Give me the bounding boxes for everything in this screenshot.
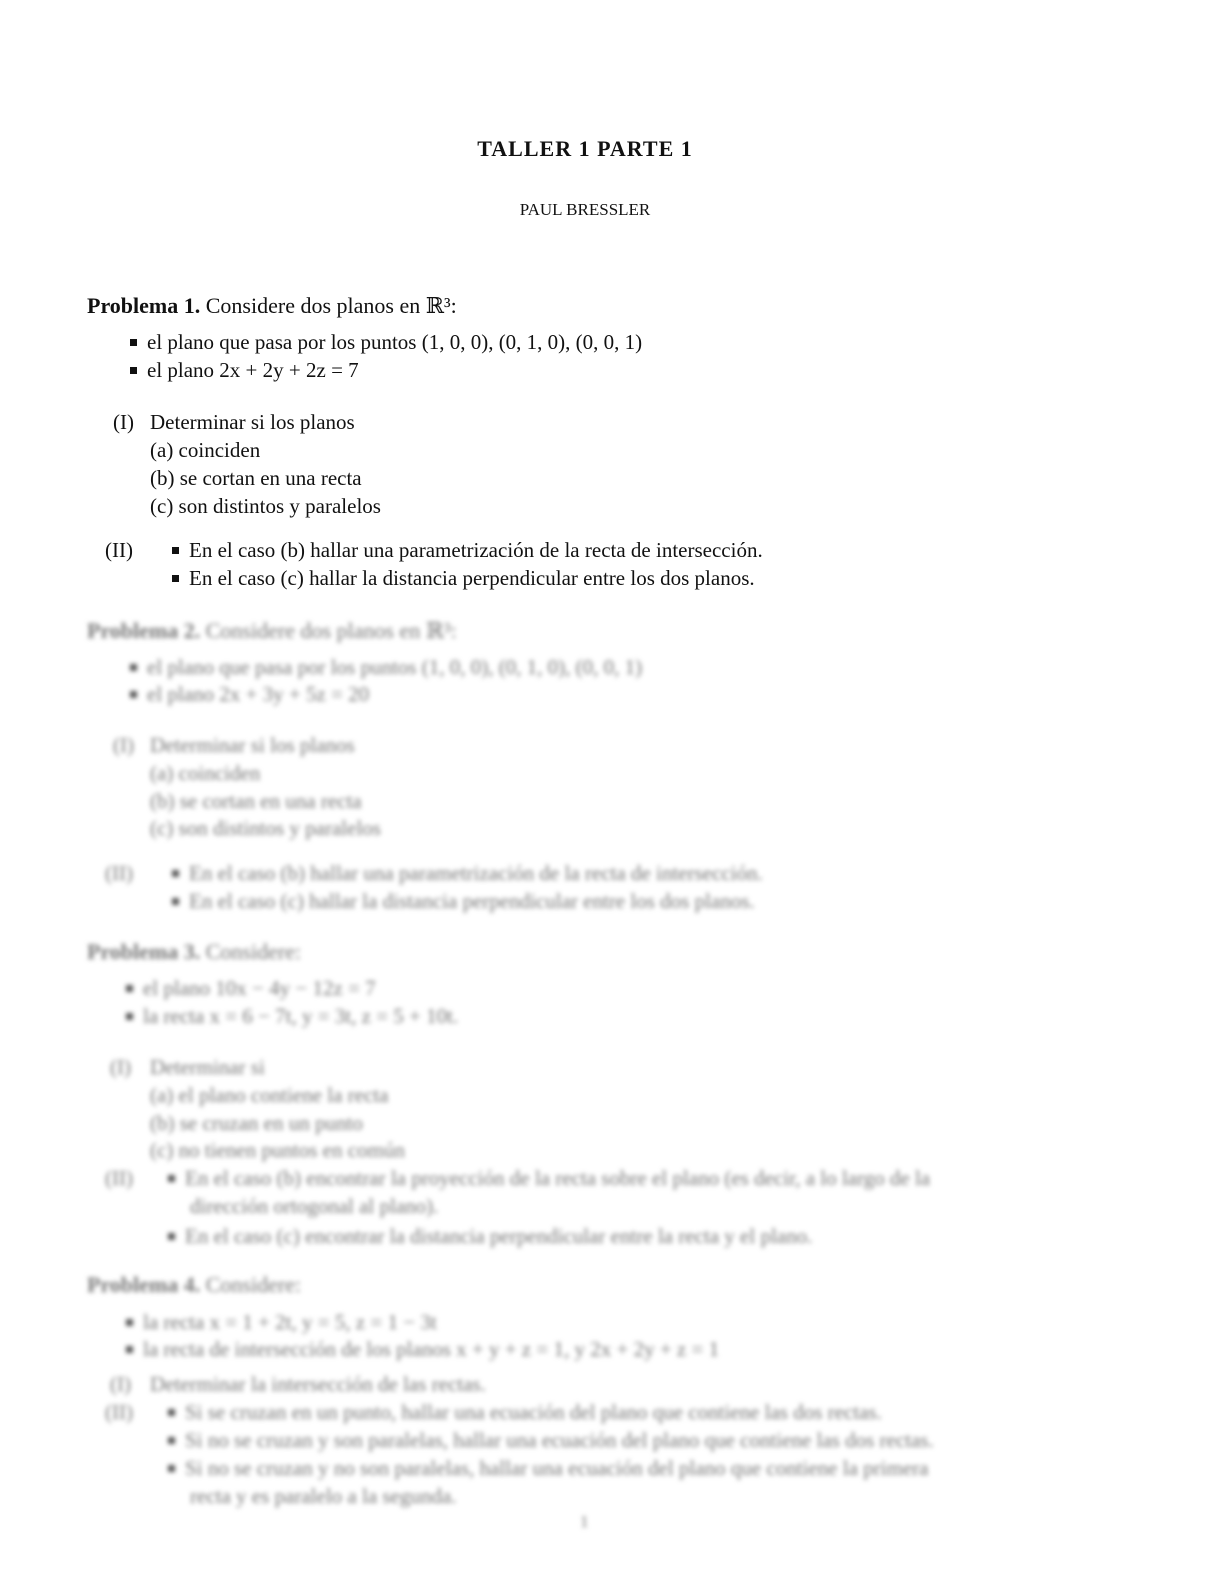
document-title: TALLER 1 PARTE 1 <box>477 136 693 161</box>
list-item: el plano que pasa por los puntos (1, 0, 0), (0, 1, 0), (0, 0, 1) <box>130 330 642 355</box>
list-item: En el caso (c) hallar la distancia perpendicular entre los dos planos. <box>172 889 755 914</box>
list-item: Si se cruzan en un punto, hallar una ecuación del plano que contiene las dos rectas. <box>168 1400 882 1425</box>
option: (a) coinciden <box>150 438 261 462</box>
option: (b) se cortan en una recta <box>150 789 362 813</box>
problem-heading: Problema 1. <box>87 293 201 318</box>
list-item-continued: recta y es paralelo a la segunda. <box>190 1484 457 1508</box>
part-label: (I) <box>113 410 134 434</box>
list-item: En el caso (b) encontrar la proyección de la recta sobre el plano (es decir, a lo largo de la <box>168 1166 930 1191</box>
option: (a) coinciden <box>150 761 261 785</box>
problem-heading: Problema 4. <box>87 1272 201 1297</box>
part-text: Determinar si los planos <box>150 410 355 434</box>
list-item: Si no se cruzan y son paralelas, hallar una ecuación del plano que contiene las dos rectas. <box>168 1428 934 1453</box>
list-item: el plano 10x − 4y − 12z = 7 <box>126 976 376 1001</box>
list-item: el plano que pasa por los puntos (1, 0, 0), (0, 1, 0), (0, 0, 1) <box>130 655 642 680</box>
problem-intro: Considere dos planos en ℝ³: <box>205 293 457 318</box>
list-item: la recta de intersección de los planos x + y + z = 1, y 2x + 2y + z = 1 <box>126 1337 719 1362</box>
part-text: Determinar si los planos <box>150 733 355 757</box>
part-label: (I) <box>113 733 134 757</box>
part-label: (II) <box>105 861 133 885</box>
list-item: En el caso (b) hallar una parametrización de la recta de intersección. <box>172 538 763 563</box>
part-label: (I) <box>110 1055 131 1079</box>
list-item: En el caso (b) hallar una parametrización de la recta de intersección. <box>172 861 763 886</box>
problem-heading: Problema 3. <box>87 939 201 964</box>
list-item: En el caso (c) encontrar la distancia perpendicular entre la recta y el plano. <box>168 1224 812 1249</box>
list-item: la recta x = 1 + 2t, y = 5, z = 1 − 3t <box>126 1310 437 1335</box>
problem-intro: Considere: <box>205 1272 302 1297</box>
problem-intro: Considere: <box>205 939 302 964</box>
list-item: el plano 2x + 2y + 2z = 7 <box>130 358 359 383</box>
problem-intro: Considere dos planos en ℝ³: <box>205 618 457 643</box>
part-text: Determinar la intersección de las rectas. <box>150 1372 486 1396</box>
option: (c) no tienen puntos en común <box>150 1138 405 1162</box>
list-item: la recta x = 6 − 7t, y = 3t, z = 5 + 10t. <box>126 1004 458 1029</box>
option: (a) el plano contiene la recta <box>150 1083 389 1107</box>
list-item-continued: dirección ortogonal al plano). <box>190 1194 439 1218</box>
list-item: En el caso (c) hallar la distancia perpendicular entre los dos planos. <box>172 566 755 591</box>
option: (c) son distintos y paralelos <box>150 816 381 840</box>
part-label: (II) <box>105 1400 133 1424</box>
option: (b) se cruzan en un punto <box>150 1111 363 1135</box>
problem-heading: Problema 2. <box>87 618 201 643</box>
list-item: Si no se cruzan y no son paralelas, hallar una ecuación del plano que contiene la primera <box>168 1456 928 1481</box>
document-author: PAUL BRESSLER <box>519 200 651 219</box>
list-item: el plano 2x + 3y + 5z = 20 <box>130 682 369 707</box>
part-label: (II) <box>105 1166 133 1190</box>
option: (c) son distintos y paralelos <box>150 494 381 518</box>
option: (b) se cortan en una recta <box>150 466 362 490</box>
part-label: (I) <box>110 1372 131 1396</box>
page-number: 1 <box>580 1512 589 1531</box>
part-text: Determinar si <box>150 1055 265 1079</box>
part-label: (II) <box>105 538 133 562</box>
